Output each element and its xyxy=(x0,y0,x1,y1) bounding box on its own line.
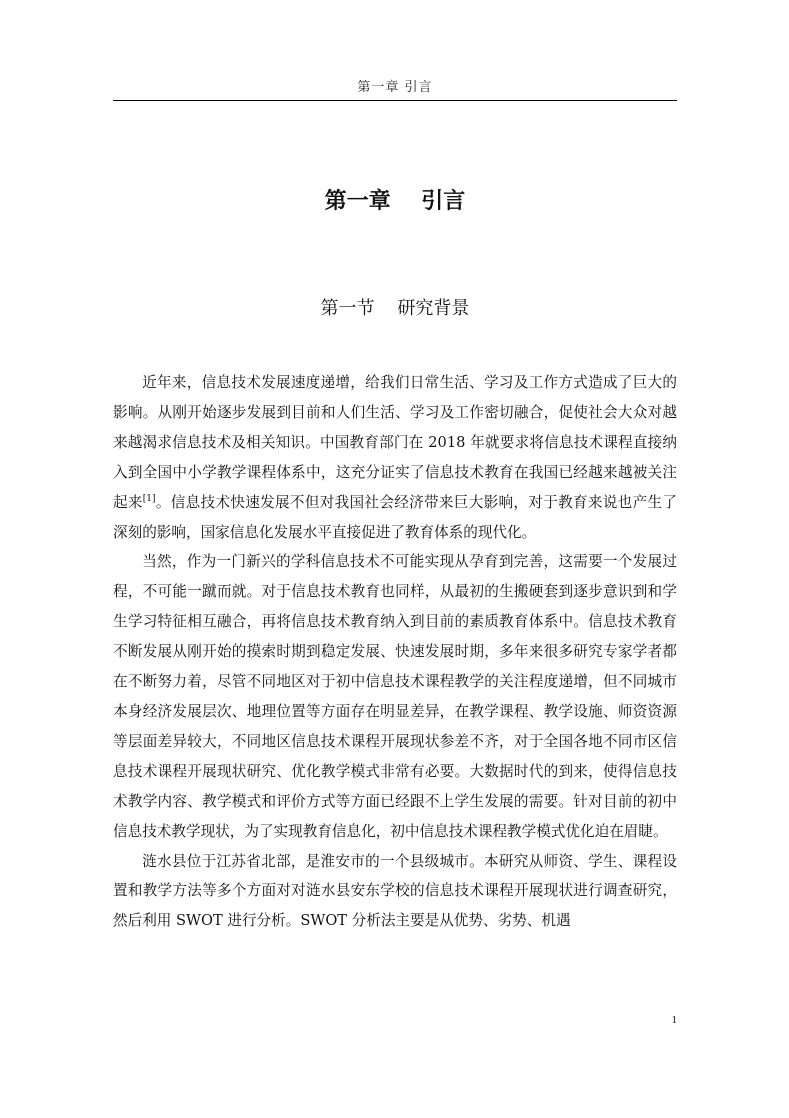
paragraph-text: 近年来，信息技术发展速度递增，给我们日常生活、学习及工作方式造成了巨大的影响。从刚开始逐步发展到目前和人们生活、学习及工作密切融合，促使社会大众对越来越渴求信息技术及相关知识。中国教育部门在 2018 年就要求将信息技术课程直接纳入到全国中小学教学课程体系中，这充分证实了信息技术教育在我国已经越来越被关注起来 xyxy=(113,374,677,511)
paragraph xyxy=(113,368,677,547)
paragraph: 当然，作为一门新兴的学科信息技术不可能实现从孕育到完善，这需要一个发展过程，不可能一蹴而就。对于信息技术教育也同样，从最初的生搬硬套到逐步意识到和学生学习特征相互融合，再将信息技术教育纳入到目前的素质教育体系中。信息技术教育不断发展从刚开始的摸索时期到稳定发展、快速发展时期，多年来很多研究专家学者都在不断努力着，尽管不同地区对于初中信息技术课程教学的关注程度递增，但不同城市本身经济发展层次、地理位置等方面存在明显差异，在教学课程、教学设施、师资资源等层面差异较大，不同地区信息技术课程开展现状参差不齐，对于全国各地不同市区信息技术课程开展现状研究、优化教学模式非常有必要。大数据时代的到来，使得信息技术教学内容、教学模式和评价方式等方面已经跟不上学生发展的需要。针对目前的初中信息技术教学现状，为了实现教育信息化，初中信息技术课程教学模式优化迫在眉睫。 xyxy=(113,553,677,840)
chapter-title: 第一章 引言 xyxy=(324,189,466,214)
citation-marker[interactable]: [1] xyxy=(142,493,156,504)
running-header: 第一章 引言 xyxy=(357,80,433,95)
header-rule xyxy=(113,100,677,101)
section-title: 第一节 研究背景 xyxy=(320,298,470,319)
paragraph-text: 。信息技术快速发展不但对我国社会经济带来巨大影响，对于教育来说也产生了深刻的影响，国家信息化发展水平直接促进了教育体系的现代化。 xyxy=(113,493,677,541)
body-text xyxy=(113,368,677,936)
page-number: 1 xyxy=(671,1014,677,1026)
paragraph: 涟水县位于江苏省北部，是淮安市的一个县级城市。本研究从师资、学生、课程设置和教学方法等多个方面对对涟水县安东学校的信息技术课程开展现状进行调查研究，然后利用 SWOT 进行分析。SWOT 分析法主要是从优势、劣势、机遇 xyxy=(113,852,677,930)
